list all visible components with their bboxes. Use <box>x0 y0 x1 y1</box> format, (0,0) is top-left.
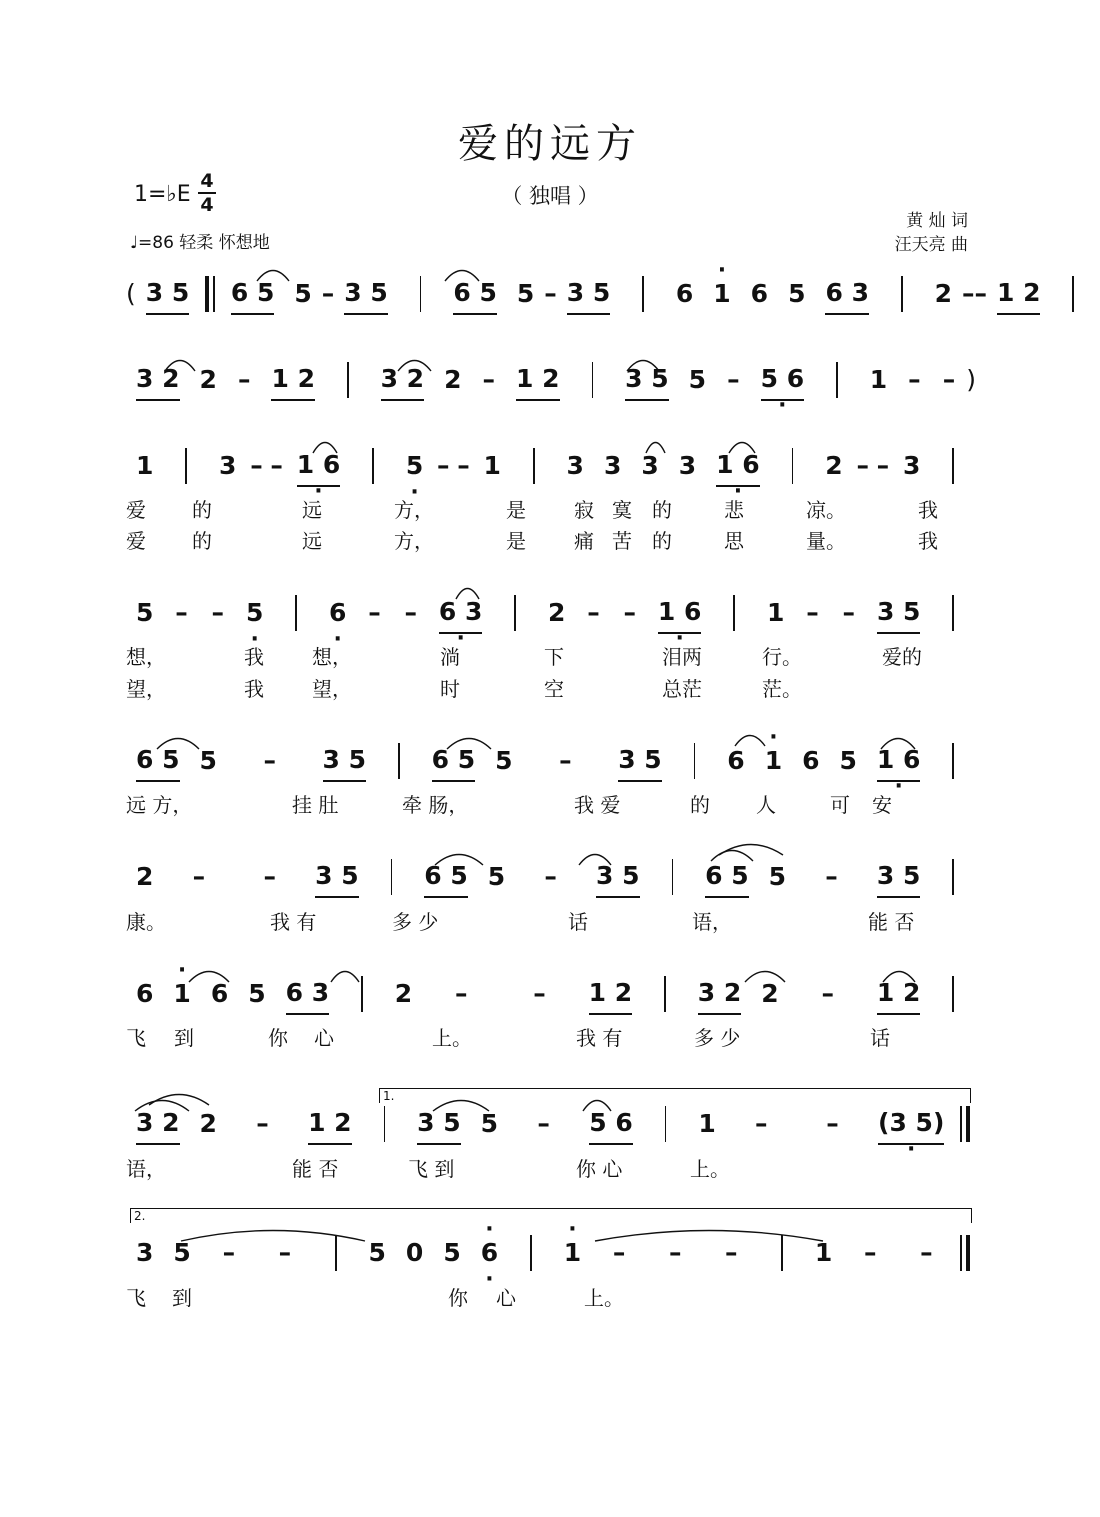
lyric-syllable: 我 有 <box>270 910 317 934</box>
lyric-syllable: 凉。 <box>806 498 846 522</box>
lyric-syllable: 是 <box>506 529 526 553</box>
lyric-syllable: 下 <box>544 645 564 669</box>
lyric-syllable: 寞 <box>612 498 632 522</box>
dash: – <box>263 746 276 775</box>
lyric-line-l3a <box>126 494 976 522</box>
lyric-syllable: 的 <box>690 793 710 817</box>
lyric-syllable: 爱 <box>126 529 146 553</box>
note: 2 <box>934 279 952 308</box>
dash: – <box>727 365 740 394</box>
note: 1 2 <box>308 1103 352 1145</box>
lyricist-credit: 黄 灿 词 <box>906 211 968 231</box>
barline <box>372 448 374 484</box>
score-line-r2 <box>126 360 976 430</box>
note: 6 5 <box>231 273 275 315</box>
note: · 1 <box>564 1233 581 1273</box>
lyric-syllable: 我 <box>244 677 264 701</box>
note: 6 3 <box>825 273 869 315</box>
parenthesis: ) <box>966 365 976 394</box>
score-line-r1 <box>126 274 1041 344</box>
dash: – <box>544 279 557 308</box>
note: 2 <box>199 1109 217 1138</box>
dash: – <box>250 451 263 480</box>
barline <box>420 276 422 312</box>
lyric-syllable: 的 <box>192 498 212 522</box>
note: 5 <box>173 1238 191 1267</box>
note: 1 <box>869 365 888 394</box>
barline <box>672 859 674 895</box>
lyric-syllable: 康。 <box>126 910 166 934</box>
note: 5 <box>768 862 787 891</box>
note: 3 2 <box>136 359 180 401</box>
barline <box>185 448 187 484</box>
lyric-syllable: 你 <box>448 1286 468 1310</box>
barline <box>665 1106 667 1142</box>
barline <box>952 448 954 484</box>
note: 3 <box>678 451 697 480</box>
lyric-syllable: 远 方， <box>126 793 193 817</box>
note: 6 3 · <box>439 592 483 634</box>
lyric-syllable: 时 <box>440 677 460 701</box>
lyric-syllable: 上。 <box>584 1286 624 1310</box>
barline <box>398 743 400 779</box>
note: 1 <box>814 1238 833 1267</box>
volta-number: 1. <box>383 1089 395 1103</box>
note: 5 <box>495 746 513 775</box>
note: 6 5 <box>705 856 749 898</box>
note: 3 5 <box>344 273 388 315</box>
dash: – <box>623 598 637 627</box>
lyric-syllable: 淌 <box>440 645 460 669</box>
dash: – <box>278 1238 292 1267</box>
note: · 1 <box>173 974 190 1014</box>
barline <box>592 362 594 398</box>
dash: – <box>537 1109 550 1138</box>
note: 1 2 <box>877 973 921 1015</box>
slur <box>718 840 784 856</box>
lyric-syllable: 到 <box>172 1286 192 1310</box>
note: 5 <box>136 598 154 627</box>
barline <box>836 362 838 398</box>
barline <box>952 743 954 779</box>
barline <box>901 276 903 312</box>
note: 5 <box>788 279 806 308</box>
note: 1 6 · <box>658 592 702 634</box>
barline <box>792 448 794 484</box>
lyric-line-l3b <box>126 525 976 553</box>
note: 1 2 <box>516 359 560 401</box>
note: 3 5 <box>567 273 611 315</box>
note: 3 2 <box>381 359 425 401</box>
lyric-syllable: 心 <box>496 1286 516 1310</box>
song-title: 爱的远方 <box>458 121 642 167</box>
lyric-line-l5 <box>126 789 976 817</box>
dash: – <box>668 1238 682 1267</box>
lyric-syllable: 的 <box>192 529 212 553</box>
dash: – <box>864 1238 877 1267</box>
note: · 6 · <box>481 1233 498 1273</box>
note: 3 <box>603 451 622 480</box>
time-signature-bottom: 4 <box>200 194 214 216</box>
dash: – <box>974 279 987 308</box>
lyric-syllable: 望， <box>312 677 352 701</box>
note: 2 <box>547 598 566 627</box>
note: 0 <box>405 1238 424 1267</box>
note: 1 <box>767 598 785 627</box>
volta-number: 2. <box>134 1209 146 1223</box>
note: 2 <box>444 365 462 394</box>
lyric-line-l6 <box>126 906 976 934</box>
note: 1 <box>483 451 501 480</box>
note: 5 <box>688 365 707 394</box>
dash: – <box>533 979 546 1008</box>
note: 3 5 <box>417 1103 461 1145</box>
volta-bracket <box>130 1208 972 1223</box>
barline <box>347 362 349 398</box>
note: 6 5 <box>136 740 180 782</box>
lyric-syllable: 爱的 <box>882 645 922 669</box>
note: 3 2 <box>136 1103 180 1145</box>
barline <box>952 595 954 631</box>
time-signature-top: 4 <box>200 170 214 192</box>
lyric-line-l4a <box>126 641 976 669</box>
lyric-syllable: 飞 <box>126 1026 146 1050</box>
dash: – <box>587 598 600 627</box>
lyric-syllable: 能 否 <box>292 1157 339 1181</box>
note: 5 6 <box>589 1103 633 1145</box>
dash: – <box>908 365 921 394</box>
lyric-syllable: 我 <box>918 498 938 522</box>
lyric-syllable: 上。 <box>690 1157 730 1181</box>
barline <box>295 595 297 631</box>
note: 6 3 <box>286 973 330 1015</box>
volta-bracket <box>379 1088 971 1103</box>
note: 5 <box>516 279 535 308</box>
lyric-line-l8 <box>126 1153 976 1181</box>
lyric-syllable: 总茫 <box>662 677 702 701</box>
note: 1 <box>698 1109 716 1138</box>
note: 3 5 <box>625 359 669 401</box>
tempo-marking: ♩=86 轻柔 怀想地 <box>130 233 270 253</box>
dash: – <box>368 598 381 627</box>
lyric-syllable: 飞 <box>126 1286 146 1310</box>
parenthesis: ( <box>126 279 136 308</box>
lyric-syllable: 痛 <box>574 529 594 553</box>
note: 6 <box>802 746 820 775</box>
note: 2 <box>136 862 154 891</box>
note: 3 <box>219 451 237 480</box>
note: 5 <box>487 862 506 891</box>
note: 2 <box>761 979 779 1008</box>
dash: – <box>942 365 956 394</box>
lyric-syllable: 想， <box>126 645 166 669</box>
lyric-syllable: 可 <box>830 793 850 817</box>
note: 6 · <box>329 593 346 633</box>
lyric-syllable: 我 有 <box>576 1026 623 1050</box>
note: 3 5 <box>877 592 921 634</box>
lyric-syllable: 的 <box>652 498 672 522</box>
dash: – <box>755 1109 768 1138</box>
barline <box>952 859 954 895</box>
lyric-syllable: 人 <box>756 793 776 817</box>
repeat-end <box>960 1106 970 1142</box>
note: 6 <box>210 979 229 1008</box>
barline <box>361 976 363 1012</box>
note: · 1 <box>765 741 782 781</box>
barline <box>694 743 696 779</box>
note: 5 <box>248 979 266 1008</box>
note: 1 6 · <box>716 445 760 487</box>
barline <box>1072 276 1074 312</box>
note: 5 <box>839 746 857 775</box>
dash: – <box>237 365 251 394</box>
lyric-syllable: 你 心 <box>576 1157 623 1181</box>
dash: – <box>457 451 470 480</box>
lyric-syllable: 话 <box>870 1026 890 1050</box>
composer-credit: 汪天亮 曲 <box>894 235 968 255</box>
dash: – <box>437 451 450 480</box>
dash: – <box>920 1238 933 1267</box>
note: 1 6 · <box>297 445 341 487</box>
dash: – <box>876 451 890 480</box>
dash: – <box>192 862 206 891</box>
final-barline <box>960 1235 970 1271</box>
note: 3 2 <box>698 973 742 1015</box>
lyric-syllable: 望， <box>126 677 166 701</box>
dash: – <box>544 862 557 891</box>
dash: – <box>821 979 835 1008</box>
note: 6 5 <box>453 273 497 315</box>
lyric-syllable: 我 <box>918 529 938 553</box>
lyric-syllable: 远 <box>302 498 322 522</box>
lyric-line-l9 <box>126 1282 976 1310</box>
lyric-syllable: 牵 肠， <box>402 793 469 817</box>
dash: – <box>263 862 276 891</box>
lyric-syllable: 我 <box>244 645 264 669</box>
note: 3 5 <box>877 856 921 898</box>
barline <box>952 976 954 1012</box>
dash: – <box>404 598 417 627</box>
lyric-syllable: 的 <box>652 529 672 553</box>
dash: – <box>211 598 225 627</box>
note: 1 2 <box>271 359 315 401</box>
lyric-syllable: 想， <box>312 645 352 669</box>
note: 5 <box>368 1238 386 1267</box>
note: 6 <box>136 979 154 1008</box>
lyric-syllable: 到 <box>174 1026 194 1050</box>
lyric-syllable: 多 少 <box>392 910 439 934</box>
repeat-start <box>205 276 215 312</box>
dash: – <box>826 1109 839 1138</box>
note: 3 <box>136 1238 154 1267</box>
note: 3 <box>566 451 584 480</box>
dash: – <box>825 862 838 891</box>
lyric-syllable: 话 <box>568 910 588 934</box>
barline <box>533 448 535 484</box>
barline <box>391 859 393 895</box>
note: 5 <box>443 1238 461 1267</box>
dash: – <box>856 451 869 480</box>
barline <box>642 276 644 312</box>
note: 6 5 <box>432 740 476 782</box>
note: 1 2 <box>589 973 633 1015</box>
lyric-line-l7 <box>126 1022 976 1050</box>
lyric-syllable: 上。 <box>432 1026 472 1050</box>
note: · 1 <box>713 274 730 314</box>
lyric-syllable: 飞 到 <box>408 1157 455 1181</box>
lyric-syllable: 语， <box>126 1157 166 1181</box>
barline <box>384 1106 386 1142</box>
note: 6 <box>727 746 745 775</box>
note: 1 2 <box>997 273 1041 315</box>
note: 5 6 · <box>761 359 805 401</box>
note: 6 <box>750 279 769 308</box>
dash: – <box>482 365 495 394</box>
note: 5 · <box>246 593 263 633</box>
note: 3 <box>641 451 659 480</box>
lyric-syllable: 方， <box>394 498 434 522</box>
key-signature: 1=♭E <box>134 182 191 207</box>
barline <box>530 1235 532 1271</box>
barline <box>335 1235 337 1271</box>
dash: – <box>806 598 819 627</box>
note: (3 5) · <box>878 1103 944 1145</box>
lyric-syllable: 多 少 <box>694 1026 741 1050</box>
dash: – <box>222 1238 236 1267</box>
note: 6 <box>675 279 694 308</box>
lyric-syllable: 是 <box>506 498 526 522</box>
lyric-syllable: 量。 <box>806 529 846 553</box>
lyric-syllable: 语， <box>692 910 732 934</box>
lyric-syllable: 悲 <box>724 498 744 522</box>
lyric-syllable: 爱 <box>126 498 146 522</box>
lyric-syllable: 能 否 <box>868 910 915 934</box>
lyric-syllable: 安 <box>872 793 892 817</box>
note: 3 5 <box>618 740 662 782</box>
lyric-syllable: 泪两 <box>662 645 702 669</box>
note: 5 <box>199 746 217 775</box>
note: 2 <box>825 451 843 480</box>
dash: – <box>256 1109 269 1138</box>
lyric-syllable: 思 <box>724 529 744 553</box>
dash: – <box>175 598 188 627</box>
barline <box>733 595 735 631</box>
lyric-syllable: 寂 <box>574 498 594 522</box>
note: 3 5 <box>146 273 190 315</box>
time-signature <box>197 170 217 216</box>
barline <box>781 1235 783 1271</box>
lyric-syllable: 我 爱 <box>574 793 621 817</box>
note: 2 <box>199 365 217 394</box>
lyric-syllable: 远 <box>302 529 322 553</box>
lyric-syllable: 你 <box>268 1026 288 1050</box>
lyric-syllable: 行。 <box>762 645 802 669</box>
lyric-syllable: 苦 <box>612 529 632 553</box>
note: 2 <box>394 979 413 1008</box>
note: 3 <box>902 451 921 480</box>
lyric-syllable: 茫。 <box>762 677 802 701</box>
note: 3 5 <box>596 856 640 898</box>
lyric-syllable: 心 <box>314 1026 334 1050</box>
lyric-syllable: 方， <box>394 529 434 553</box>
barline <box>664 976 666 1012</box>
note: 3 5 <box>315 856 359 898</box>
lyric-line-l4b <box>126 673 976 701</box>
note: 1 <box>136 451 154 480</box>
dash: – <box>724 1238 738 1267</box>
note: 5 <box>480 1109 499 1138</box>
dash: – <box>961 279 975 308</box>
dash: – <box>455 979 468 1008</box>
dash: – <box>270 451 283 480</box>
note: 3 5 <box>323 740 367 782</box>
dash: – <box>612 1238 626 1267</box>
lyric-syllable: 挂 肚 <box>292 793 339 817</box>
note: 5 · <box>406 446 423 486</box>
dash: – <box>559 746 572 775</box>
dash: – <box>321 279 335 308</box>
lyric-syllable: 空 <box>544 677 564 701</box>
note: 5 <box>294 279 312 308</box>
barline <box>514 595 516 631</box>
subtitle: （ 独唱 ） <box>501 184 599 208</box>
note: 1 6 · <box>877 740 921 782</box>
dash: – <box>842 598 856 627</box>
note: 6 5 <box>424 856 468 898</box>
